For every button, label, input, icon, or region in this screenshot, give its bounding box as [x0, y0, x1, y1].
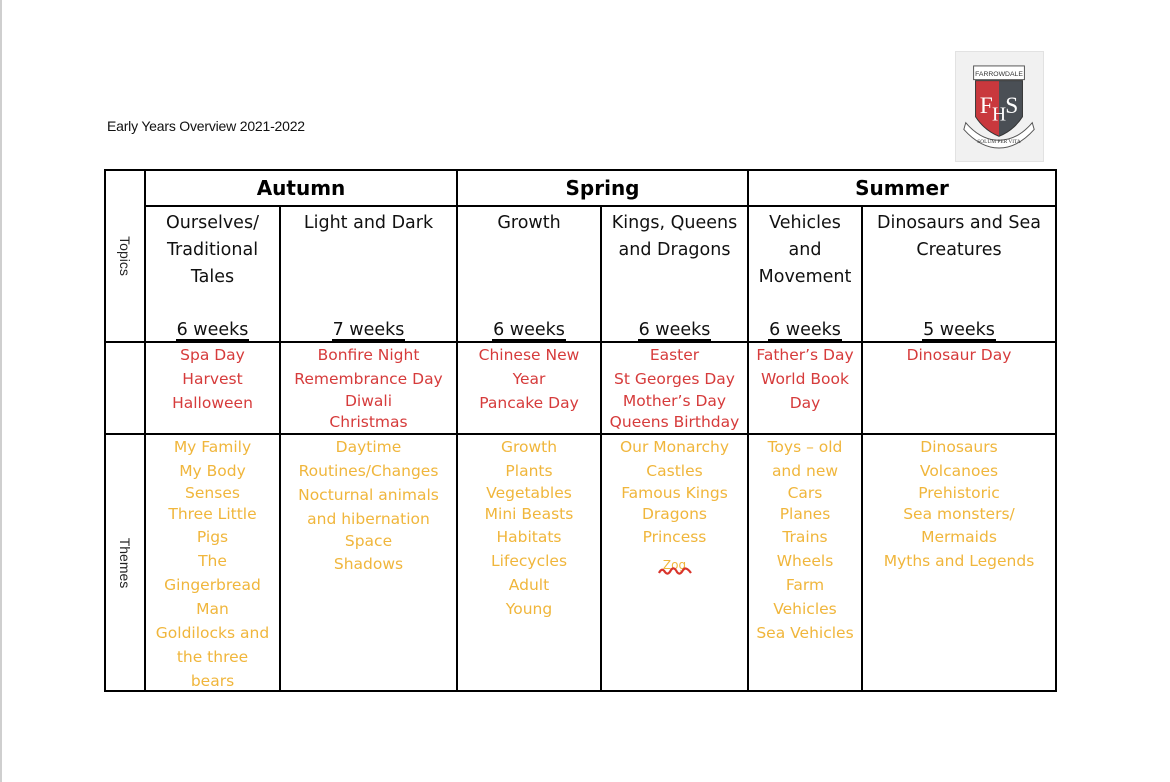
svg-text:S: S [1005, 92, 1019, 119]
events-cell [863, 343, 1055, 433]
document-title: Early Years Overview 2021-2022 [107, 118, 305, 134]
topic-cell [749, 207, 861, 341]
theme-item: Castles [646, 462, 703, 480]
theme-item: and new [771, 462, 839, 480]
theme-item: Man [196, 600, 229, 618]
event-item: Chinese New [478, 346, 580, 364]
topic-title: Dinosaurs and Sea Creatures [876, 213, 1042, 260]
event-item: Diwali [344, 392, 393, 410]
theme-item: Habitats [496, 528, 562, 546]
term-spring: Spring [565, 176, 640, 200]
topic-title: Vehicles and Movement [758, 213, 852, 287]
event-item: Harvest [182, 370, 243, 388]
event-item: Father’s Day [756, 346, 854, 364]
theme-item: Growth [500, 438, 558, 456]
theme-item: Prehistoric [918, 484, 1000, 502]
theme-item: bears [190, 672, 235, 690]
theme-item: The [198, 552, 227, 570]
theme-item: Dragons [641, 505, 708, 523]
theme-item: Adult [508, 576, 550, 594]
topic-title: Growth [497, 213, 561, 233]
theme-item: Space [344, 532, 393, 550]
theme-item: Sea Vehicles [756, 624, 854, 642]
theme-item: Cars [787, 484, 823, 502]
topic-cell [863, 207, 1055, 341]
theme-item: and hibernation [307, 510, 430, 528]
theme-item: Toys – old [767, 438, 843, 456]
event-item: Spa Day [180, 346, 245, 364]
theme-text: Zog [662, 558, 687, 572]
event-item: Pancake Day [479, 394, 579, 412]
theme-item: Trains [782, 528, 828, 546]
event-item: Christmas [329, 413, 408, 431]
svg-text:F: F [979, 92, 993, 119]
theme-item: My Body [179, 462, 246, 480]
theme-item: Pigs [196, 528, 229, 546]
theme-item: Planes [779, 505, 831, 523]
event-item: Year [512, 370, 546, 388]
theme-item: Nocturnal animals [298, 486, 439, 504]
theme-item: Daytime [335, 438, 402, 456]
topic-weeks: 6 weeks [769, 320, 841, 340]
theme-item: Gingerbread [164, 576, 261, 594]
topic-title: Ourselves/ Traditional Tales [166, 213, 259, 287]
row-label-themes: Themes [117, 537, 133, 588]
school-logo [955, 51, 1044, 162]
theme-item: My Family [173, 438, 252, 456]
school-crest-icon [956, 52, 1043, 161]
theme-item: Senses [185, 484, 240, 502]
theme-item: Goldilocks and [155, 624, 270, 642]
events-cell [602, 343, 747, 433]
svg-text:FARROWDALE: FARROWDALE [975, 71, 1023, 79]
theme-item: Princess [642, 528, 707, 546]
event-item: Remembrance Day [294, 370, 443, 388]
theme-item: Famous Kings [621, 484, 728, 502]
topic-cell [602, 207, 747, 341]
event-item: St Georges Day [614, 370, 735, 388]
theme-item: the three [176, 648, 249, 666]
topic-weeks: 6 weeks [493, 320, 565, 340]
theme-item [602, 549, 747, 575]
themes-cell [146, 435, 279, 690]
theme-item: Plants [505, 462, 553, 480]
theme-item: Lifecycles [490, 552, 568, 570]
row-label-events [106, 343, 144, 433]
themes-cell [749, 435, 861, 690]
svg-text:H: H [991, 104, 1007, 126]
theme-item: Dinosaurs [920, 438, 998, 456]
events-cell [281, 343, 456, 433]
theme-item: Volcanoes [919, 462, 999, 480]
event-item: Day [789, 394, 821, 412]
theme-item: Vehicles [773, 600, 837, 618]
svg-text:SOLUM PER VITA: SOLUM PER VITA [977, 139, 1021, 146]
event-item: Dinosaur Day [906, 346, 1012, 364]
topic-title: Kings, Queens and Dragons [611, 213, 738, 260]
topic-title: Light and Dark [303, 213, 434, 233]
event-item: World Book [761, 370, 849, 388]
topic-weeks: 5 weeks [923, 320, 995, 340]
theme-item: Mermaids [921, 528, 997, 546]
theme-item: Shadows [333, 555, 404, 573]
themes-cell [458, 435, 600, 690]
topic-weeks: 6 weeks [176, 320, 249, 340]
theme-item: Vegetables [486, 484, 572, 502]
event-item: Bonfire Night [317, 346, 420, 364]
topic-cell [146, 207, 279, 341]
event-item: Halloween [172, 394, 253, 412]
overview-table [104, 169, 1057, 692]
event-item: Mother’s Day [622, 392, 727, 410]
term-summer: Summer [855, 176, 949, 200]
theme-item: Mini Beasts [484, 505, 574, 523]
event-item: Easter [649, 346, 700, 364]
theme-item: Routines/Changes [298, 462, 439, 480]
themes-cell [602, 435, 747, 690]
page-left-edge [0, 0, 2, 782]
theme-item: Sea monsters/ [903, 505, 1015, 523]
theme-item: Myths and Legends [883, 552, 1035, 570]
topic-cell [281, 207, 456, 341]
events-cell [458, 343, 600, 433]
theme-item: Wheels [776, 552, 834, 570]
theme-item: Farm [785, 576, 825, 594]
event-item: Queens Birthday [609, 413, 740, 431]
row-label-topics: Topics [117, 236, 133, 276]
topic-weeks: 6 weeks [638, 320, 711, 340]
themes-cell [281, 435, 456, 690]
events-cell [749, 343, 861, 433]
events-cell [146, 343, 279, 433]
themes-cell [863, 435, 1055, 690]
theme-item: Our Monarchy [619, 438, 730, 456]
topic-cell [458, 207, 600, 341]
term-autumn: Autumn [256, 176, 346, 200]
topic-weeks: 7 weeks [332, 320, 405, 340]
theme-item: Three Little [168, 505, 257, 523]
theme-item: Young [505, 600, 553, 618]
